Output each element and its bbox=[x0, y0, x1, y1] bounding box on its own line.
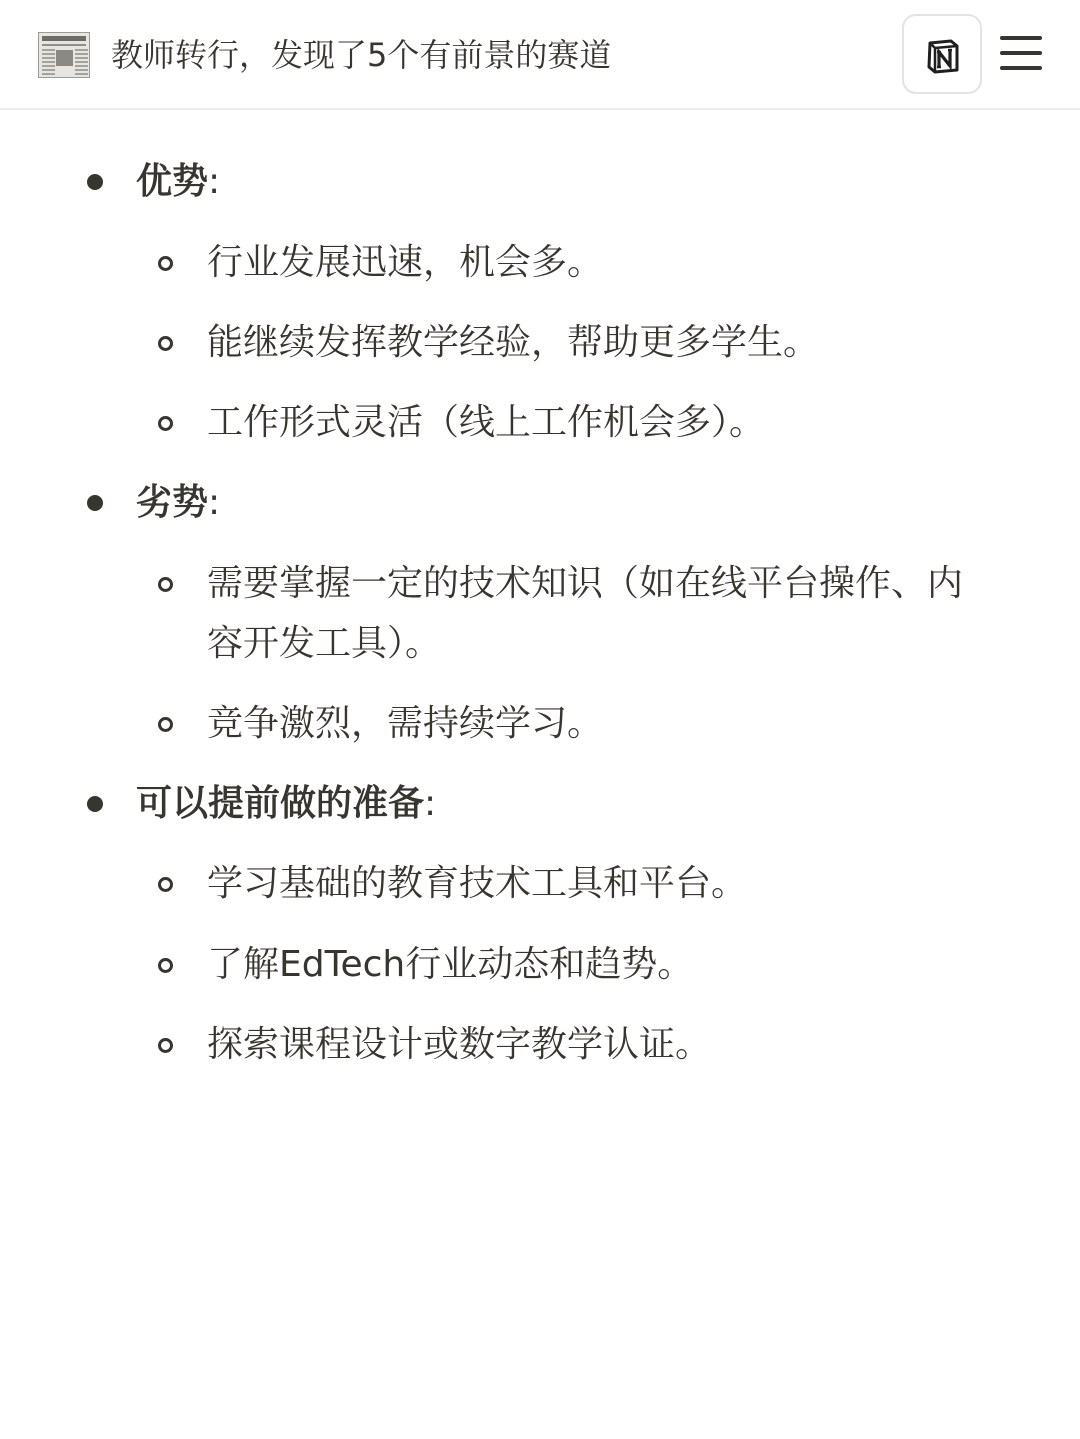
bullet-disc bbox=[87, 495, 103, 511]
heading-text: 劣势 bbox=[136, 482, 209, 523]
section-heading-preparation bbox=[136, 774, 436, 834]
page-title: 教师转行，发现了5个有前景的赛道 bbox=[111, 36, 612, 74]
bullet-disc bbox=[87, 174, 103, 190]
bullet-ring bbox=[158, 958, 173, 973]
heading-colon: : bbox=[208, 161, 221, 202]
section-heading-weaknesses bbox=[136, 473, 220, 533]
newspaper-icon[interactable] bbox=[38, 32, 90, 78]
bullet-ring bbox=[158, 877, 173, 892]
bullet-ring bbox=[158, 416, 173, 431]
section-heading-strengths bbox=[136, 152, 220, 212]
list-item: 学习基础的教育技术工具和平台。 bbox=[207, 863, 748, 904]
list-item: 竞争激烈，需持续学习。 bbox=[207, 703, 604, 744]
notion-button[interactable] bbox=[902, 14, 982, 94]
heading-colon: : bbox=[424, 783, 437, 824]
bullet-ring bbox=[158, 577, 173, 592]
bullet-ring bbox=[158, 1038, 173, 1053]
list-item: 行业发展迅速，机会多。 bbox=[207, 242, 604, 283]
top-bar bbox=[0, 0, 1080, 110]
bullet-disc bbox=[87, 796, 103, 812]
heading-text: 可以提前做的准备 bbox=[136, 783, 425, 824]
bullet-ring bbox=[158, 336, 173, 351]
list-item: 需要掌握一定的技术知识（如在线平台操作、内容开发工具）。 bbox=[207, 563, 964, 664]
heading-text: 优势 bbox=[136, 161, 209, 202]
bullet-ring bbox=[158, 717, 173, 732]
list-item: 能继续发挥教学经验，帮助更多学生。 bbox=[207, 322, 820, 363]
list-item: 了解EdTech行业动态和趋势。 bbox=[207, 944, 694, 985]
list-item: 工作形式灵活（线上工作机会多）。 bbox=[207, 402, 766, 443]
list-item: 探索课程设计或数字教学认证。 bbox=[207, 1024, 712, 1065]
heading-colon: : bbox=[208, 482, 221, 523]
notion-logo-icon bbox=[924, 37, 962, 75]
bullet-ring bbox=[158, 256, 173, 271]
hamburger-menu-icon[interactable] bbox=[998, 30, 1048, 76]
